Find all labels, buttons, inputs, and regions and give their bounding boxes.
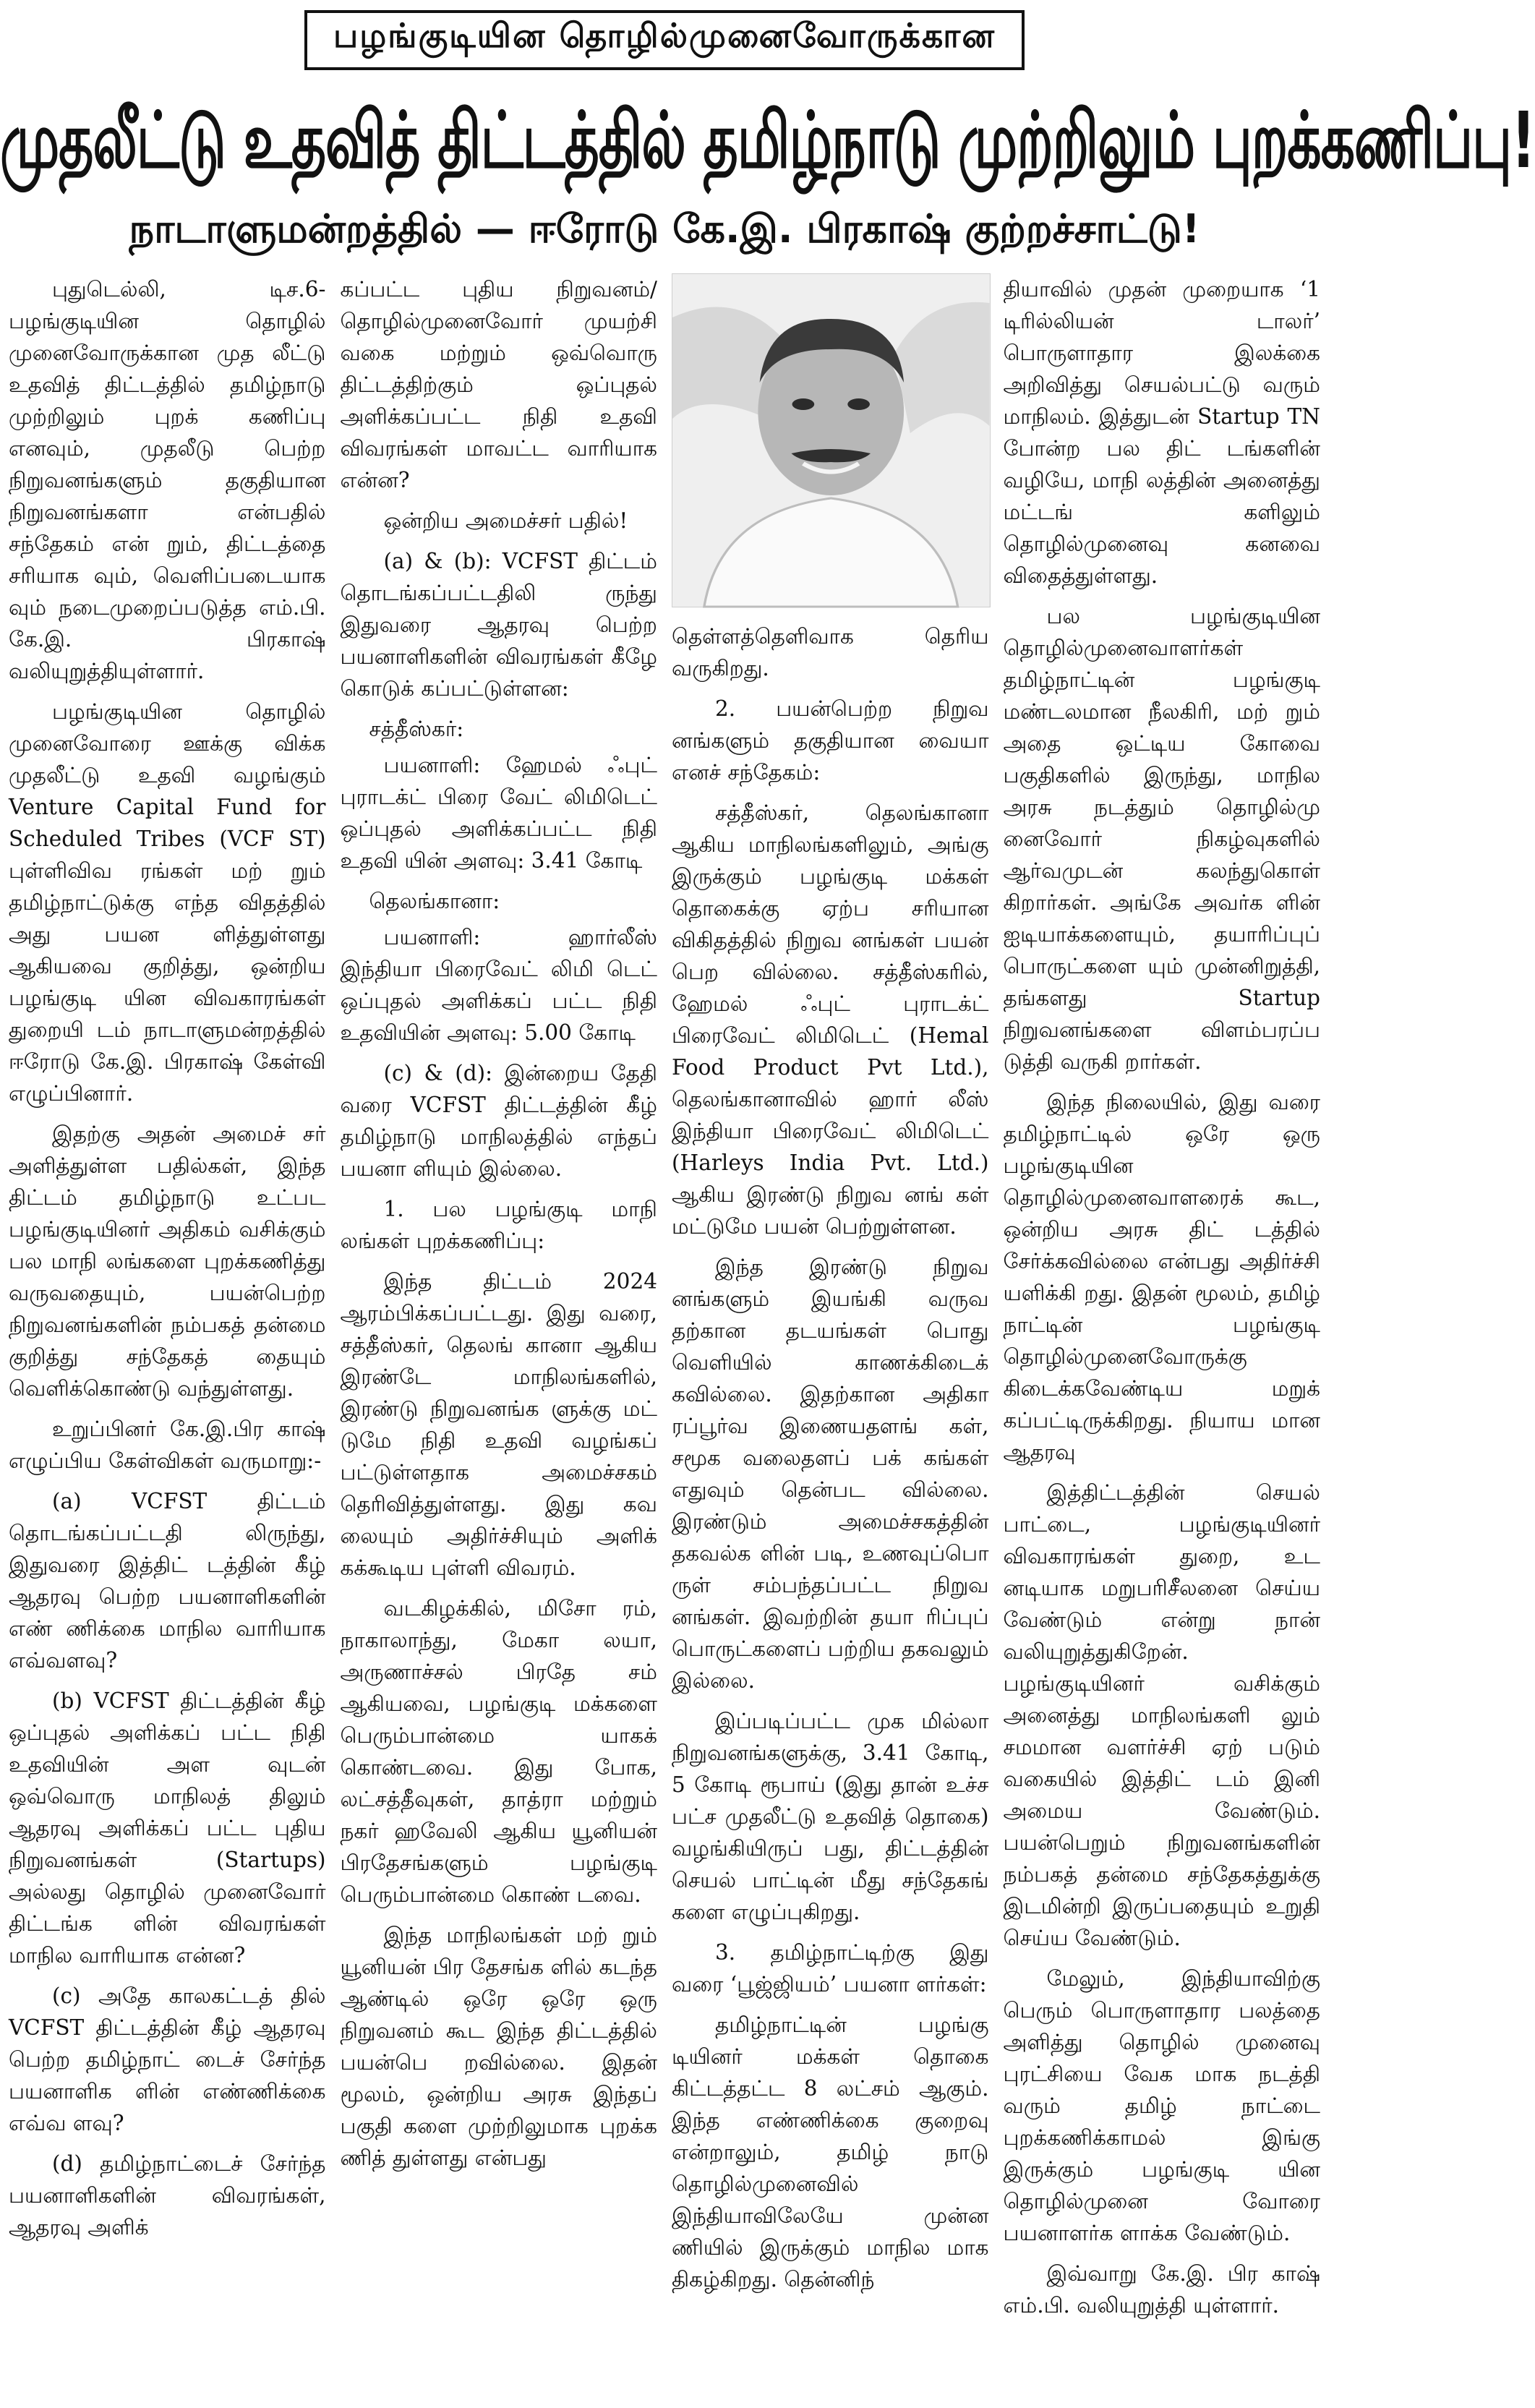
paragraph: உறுப்பினர் கே.இ.பிர காஷ் எழுப்பிய கேள்விகள் வருமாறு:- xyxy=(9,1417,326,1473)
section-heading: 1. பல பழங்குடி மாநி லங்கள் புறக்கணிப்பு: xyxy=(340,1197,657,1253)
portrait-photo xyxy=(672,273,991,607)
paragraph: இந்த மாநிலங்கள் மற் றும் யூனியன் பிர தேசங்க ளில் கடந்த ஆண்டில் ஒரே ஒரே ஒரு நிறுவனம் கூட இந்த திட்டத்தில் பயன்பெ றவில்லை. இதன் மூலம், ஒன்றிய அரசு இந்தப் பகுதி களை முற்றிலுமாக புறக்க ணித் துள்ளது என்பது xyxy=(340,1923,657,2170)
article-columns xyxy=(9,273,1320,2399)
paragraph: இத்திட்டத்தின் செயல் பாட்டை, பழங்குடியினர் விவகாரங்கள் துறை, உட னடியாக மறுபரிசீலனை செய்ய வேண்டும் என்று நான் வலியுறுத்துகிறேன். பழங்குடியினர் வசிக்கும் அனைத்து மாநிலங்களி லும் சமமான வளர்ச்சி ஏற் படும் வகையில் இத்திட் டம் இனி அமைய வேண்டும். பயன்பெறும் நிறுவனங்களின் நம்பகத் தன்மை சந்தேகத்துக்கு இடமின்றி இருப்பதையும் உறுதி செய்ய வேண்டும். xyxy=(1003,1480,1320,1950)
paragraph: பழங்குடியின தொழில் முனைவோரை ஊக்கு விக்க முதலீட்டு உதவி வழங்கும் Venture Capital Fund for Scheduled Tribes (VCF ST) புள்ளிவிவ ரங்கள் மற் றும் தமிழ்நாட்டுக்கு எந்த விதத்தில் அது பயன ளித்துள்ளது ஆகியவை குறித்து, ஒன்றிய பழங்குடி யின விவகாரங்கள் துறையி டம் நாடாளுமன்றத்தில் ஈரோடு கே.இ. பிரகாஷ் கேள்வி எழுப்பினார். xyxy=(9,699,326,1106)
paragraph: கப்பட்ட புதிய நிறுவனம்/ தொழில்முனைவோர் முயற்சி வகை மற்றும் ஒவ்வொரு திட்டத்திற்கும் ஒப்புதல் அளிக்கப்பட்ட நிதி உதவி விவரங்கள் மாவட்ட வாரியாக என்ன? xyxy=(340,277,657,492)
paragraph: (c) அதே காலகட்டத் தில் VCFST திட்டத்தின் கீழ் ஆதரவு பெற்ற தமிழ்நாட் டைச் சேர்ந்த பயனாளிக ளின் எண்ணிக்கை எவ்வ ளவு? xyxy=(9,1984,326,2135)
paragraph: பயனாளி: ஹார்லீஸ் இந்தியா பிரைவேட் லிமி டெட் ஒப்புதல் அளிக்கப் பட்ட நிதி உதவியின் அளவு: 5.00 கோடி xyxy=(340,925,657,1045)
paragraph: இந்த திட்டம் 2024 ஆரம்பிக்கப்பட்டது. இது வரை, சத்தீஸ்கர், தெலங் கானா ஆகிய இரண்டே மாநிலங்களில், இரண்டு நிறுவனங்க ளுக்கு மட் டுமே நிதி உதவி வழங்கப் பட்டுள்ளதாக அமைச்சகம் தெரிவித்துள்ளது. இது கவ லையும் அதிர்ச்சியும் அளிக் கக்கூடிய புள்ளி விவரம். xyxy=(340,1269,657,1580)
minister-reply-heading: ஒன்றிய அமைச்சர் பதில்! xyxy=(383,508,628,533)
headline: முதலீட்டு உதவித் திட்டத்தில் தமிழ்நாடு முற்றிலும் புறக்கணிப்பு! xyxy=(0,95,1535,186)
paragraph: புதுடெல்லி, டிச.6- பழங்குடியின தொழில் முனைவோருக்கான முத லீட்டு உதவித் திட்டத்தில் தமிழ்நாடு முற்றிலும் புறக் கணிப்பு எனவும், முதலீடு பெற்ற நிறுவனங்களும் தகுதியான நிறுவனங்களா என்பதில் சந்தேகம் என் றும், திட்டத்தை சரியாக வும், வெளிப்படையாக வும் நடைமுறைப்படுத்த எம்.பி. கே.இ. பிரகாஷ் வலியுறுத்தியுள்ளார். xyxy=(9,277,326,683)
paragraph: சத்தீஸ்கர், தெலங்கானா ஆகிய மாநிலங்களிலும், அங்கு இருக்கும் பழங்குடி மக்கள் தொகைக்கு ஏற்ப சரியான விகிதத்தில் நிறுவ னங்கள் பயன் பெற வில்லை. சத்தீஸ்கரில், ஹேமல் ஃபுட் புராடக்ட் பிரைவேட் லிமிடெட் (Hemal Food Product Pvt Ltd.), தெலங்கானாவில் ஹார் லீஸ் இந்தியா பிரைவேட் லிமிடெட் (Harleys India Pvt. Ltd.) ஆகிய இரண்டு நிறுவ னங் கள் மட்டுமே பயன் பெற்றுள்ளன. xyxy=(672,800,989,1239)
paragraph: இந்த நிலையில், இது வரை தமிழ்நாட்டில் ஒரே ஒரு பழங்குடியின தொழில்முனைவாளரைக் கூட, ஒன்றிய அரசு திட் டத்தில் சேர்க்கவில்லை என்பது அதிர்ச்சி யளிக்கி றது. இதன் மூலம், தமிழ் நாட்டின் பழங்குடி தொழில்முனைவோருக்கு கிடைக்கவேண்டிய மறுக் கப்பட்டிருக்கிறது. நியாய மான ஆதரவு xyxy=(1003,1090,1320,1464)
paragraph: (a) VCFST திட்டம் தொடங்கப்பட்டதி லிருந்து, இதுவரை இத்திட் டத்தின் கீழ் ஆதரவு பெற்ற பயனாளிகளின் எண் ணிக்கை மாநில வாரியாக எவ்வளவு? xyxy=(9,1489,326,1673)
paragraph: தியாவில் முதன் முறையாக ‘1 டிரில்லியன் டாலர்’ பொருளாதார இலக்கை அறிவித்து செயல்பட்டு வரும் மாநிலம். இத்துடன் Startup TN போன்ற பல திட் டங்களின் வழியே, மாநி லத்தின் அனைத்து மட்டங் களிலும் தொழில்முனைவு கனவை விதைத்துள்ளது. xyxy=(1003,277,1320,588)
column-1 xyxy=(9,273,326,2399)
paragraph: வடகிழக்கில், மிசோ ரம், நாகாலாந்து, மேகா லயா, அருணாச்சல் பிரதே சம் ஆகியவை, பழங்குடி மக்களை பெரும்பான்மை யாகக் கொண்டவை. இது போக, லட்சத்தீவுகள், தாத்ரா மற்றும் நகர் ஹவேலி ஆகிய யூனியன் பிரதேசங்களும் பழங்குடி பெரும்பான்மை கொண் டவை. xyxy=(340,1596,657,1907)
paragraph: (b) VCFST திட்டத்தின் கீழ் ஒப்புதல் அளிக்கப் பட்ட நிதி உதவியின் அள வுடன் ஒவ்வொரு மாநிலத் திலும் ஆதரவு அளிக்கப் பட்ட புதிய நிறுவனங்கள் (Startups) அல்லது தொழில் முனைவோர் திட்டங்க ளின் விவரங்கள் மாநில வாரியாக என்ன? xyxy=(9,1688,326,1968)
portrait-photo-icon xyxy=(672,274,990,607)
paragraph: இதற்கு அதன் அமைச் சர் அளித்துள்ள பதில்கள், இந்த திட்டம் தமிழ்நாடு உட்பட பழங்குடியினர் அதிகம் வசிக்கும் பல மாநி லங்களை புறக்கணித்து வருவதையும், பயன்பெற்ற நிறுவனங்களின் நம்பகத் தன்மை குறித்து சந்தேகத் தையும் வெளிக்கொண்டு வந்துள்ளது. xyxy=(9,1122,326,1401)
paragraph: பயனாளி: ஹேமல் ஃபுட் புராடக்ட் பிரை வேட் லிமிடெட் ஒப்புதல் அளிக்கப்பட்ட நிதி உதவி யின் அளவு: 3.41 கோடி xyxy=(340,753,657,873)
paragraph: (d) தமிழ்நாட்டைச் சேர்ந்த பயனாளிகளின் விவரங்கள், ஆதரவு அளிக் xyxy=(9,2151,326,2240)
kicker-box: பழங்குடியின தொழில்முனைவோருக்கான xyxy=(304,10,1025,70)
column-4 xyxy=(1004,273,1321,2399)
paragraph: மேலும், இந்தியாவிற்கு பெரும் பொருளாதார பலத்தை அளித்து தொழில் முனைவு புரட்சியை வேக மாக நடத்தி வரும் தமிழ் நாட்டை புறக்கணிக்காமல் இங்கு இருக்கும் பழங்குடி யின தொழில்முனை வோரை பயனாளர்க ளாக்க வேண்டும். xyxy=(1003,1966,1320,2245)
state-label-chhattisgarh: சத்தீஸ்கர்: xyxy=(369,717,464,741)
paragraph: பல பழங்குடியின தொழில்முனைவாளர்கள் தமிழ்நாட்டின் பழங்குடி மண்டலமான நீலகிரி, மற் றும் அதை ஒட்டிய கோவை பகுதிகளில் இருந்து, மாநில அரசு நடத்தும் தொழில்மு னைவோர் நிகழ்வுகளில் ஆர்வமுடன் கலந்துகொள் கிறார்கள். அங்கே அவர்க ளின் ஐடியாக்களையும், தயாரிப்புப் பொருட்களை யும் முன்னிறுத்தி, தங்களது Startup நிறுவனங்களை விளம்பரப்ப டுத்தி வருகி றார்கள். xyxy=(1003,604,1320,1074)
section-heading: 2. பயன்பெற்ற நிறுவ னங்களும் தகுதியான வையா எனச் சந்தேகம்: xyxy=(672,696,989,785)
paragraph: இவ்வாறு கே.இ. பிர காஷ் எம்.பி. வலியுறுத்தி யுள்ளார். xyxy=(1003,2261,1320,2318)
section-heading: 3. தமிழ்நாட்டிற்கு இது வரை ‘பூஜ்ஜியம்’ பயனா ளர்கள்: xyxy=(672,1940,989,1997)
paragraph: (c) & (d): இன்றைய தேதி வரை VCFST திட்டத்தின் கீழ் தமிழ்நாடு மாநிலத்தில் எந்தப் பயனா ளியும் இல்லை. xyxy=(340,1061,657,1181)
state-label-telangana: தெலங்கானா: xyxy=(369,889,500,913)
paragraph: தமிழ்நாட்டின் பழங்கு டியினர் மக்கள் தொகை கிட்டத்தட்ட 8 லட்சம் ஆகும். இந்த எண்ணிக்கை குறைவு என்றாலும், தமிழ் நாடு தொழில்முனைவில் இந்தியாவிலேயே முன்ன ணியில் இருக்கும் மாநில மாக திகழ்கிறது. தென்னிந் xyxy=(672,2012,989,2292)
paragraph: (a) & (b): VCFST திட்டம் தொடங்கப்பட்டதிலி ருந்து இதுவரை ஆதரவு பெற்ற பயனாளிகளின் விவரங்கள் கீழே கொடுக் கப்பட்டுள்ளன: xyxy=(340,549,657,701)
paragraph: தெள்ளத்தெளிவாக தெரிய வருகிறது. xyxy=(672,624,989,680)
subheadline: நாடாளுமன்றத்தில் — ஈரோடு கே.இ. பிரகாஷ் குற்றச்சாட்டு! xyxy=(129,206,1200,252)
paragraph: இப்படிப்பட்ட முக மில்லா நிறுவனங்களுக்கு, 3.41 கோடி, 5 கோடி ரூபாய் (இது தான் உச்ச பட்ச முதலீட்டு உதவித் தொகை) வழங்கியிருப் பது, திட்டத்தின் செயல் பாட்டின் மீது சந்தேகங் களை எழுப்புகிறது. xyxy=(672,1709,989,1924)
paragraph: இந்த இரண்டு நிறுவ னங்களும் இயங்கி வருவ தற்கான தடயங்கள் பொது வெளியில் காணக்கிடைக் கவில்லை. இதற்கான அதிகா ரப்பூர்வ இணையதளங் கள், சமூக வலைதளப் பக் கங்கள் எதுவும் தென்பட வில்லை. இரண்டும் அமைச்சகத்தின் தகவல்க ளின் படி, உணவுப்பொ ருள் சம்பந்தப்பட்ட நிறுவ னங்கள். இவற்றின் தயா ரிப்புப் பொருட்களைப் பற்றிய தகவலும் இல்லை. xyxy=(672,1255,989,1693)
column-2 xyxy=(341,273,658,2399)
kicker-wrap xyxy=(0,10,1329,70)
column-3 xyxy=(672,273,989,2399)
